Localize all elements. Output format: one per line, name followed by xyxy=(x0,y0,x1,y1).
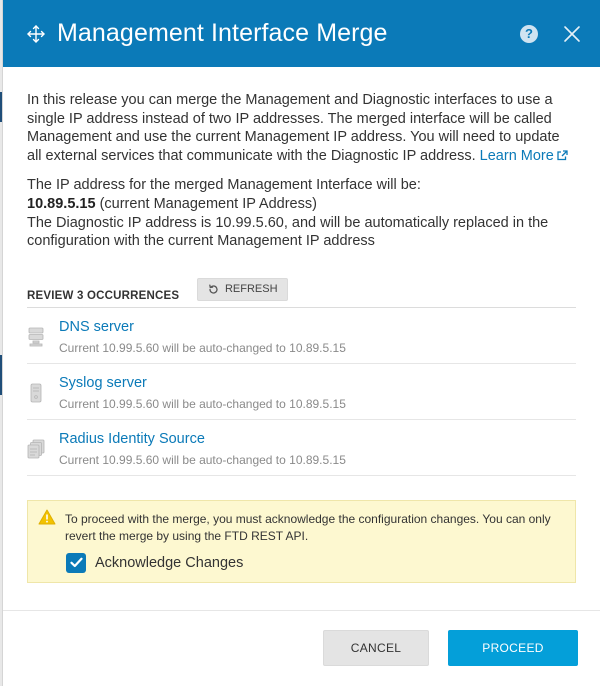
warning-text: To proceed with the merge, you must acknowledge the configuration changes. You can only revert the merge by using the FTD REST API. xyxy=(65,511,551,543)
occurrence-name-link[interactable]: Radius Identity Source xyxy=(59,430,205,447)
refresh-icon xyxy=(208,284,219,295)
close-icon[interactable] xyxy=(562,24,582,44)
external-link-icon xyxy=(557,148,568,167)
merged-address-line xyxy=(27,195,576,214)
occurrence-item xyxy=(27,420,576,476)
server-rack-icon xyxy=(27,327,45,347)
cancel-button[interactable]: CANCEL xyxy=(323,630,429,666)
occurrence-item xyxy=(27,308,576,364)
move-arrows-icon[interactable] xyxy=(25,23,47,45)
acknowledge-label: Acknowledge Changes xyxy=(95,554,244,571)
occurrence-description: Current 10.99.5.60 will be auto-changed to 10.89.5.15 xyxy=(59,396,346,411)
checkbox-checked-icon[interactable] xyxy=(66,553,86,573)
proceed-button[interactable]: PROCEED xyxy=(448,630,578,666)
occurrence-name-link[interactable]: Syslog server xyxy=(59,374,147,391)
occurrence-item xyxy=(27,364,576,420)
acknowledge-changes-checkbox[interactable] xyxy=(66,553,243,573)
merged-address-label: The IP address for the merged Management Interface will be: xyxy=(27,177,421,194)
intro-paragraph xyxy=(27,91,576,166)
merge-dialog xyxy=(2,0,600,686)
review-header xyxy=(27,279,576,303)
diagnostic-address-text: The Diagnostic IP address is 10.99.5.60, and will be automatically replaced in the configuration with the current Management IP address xyxy=(27,214,549,250)
learn-more-link[interactable]: Learn More xyxy=(480,148,568,164)
dialog-header xyxy=(3,0,600,67)
merged-ip-value: 10.89.5.15 xyxy=(27,195,96,212)
warning-panel xyxy=(27,500,576,583)
merged-ip-note: (current Management IP Address) xyxy=(99,195,317,212)
address-info xyxy=(27,176,576,250)
dialog-title: Management Interface Merge xyxy=(57,19,388,47)
occurrence-description: Current 10.99.5.60 will be auto-changed to 10.89.5.15 xyxy=(59,340,346,355)
server-tower-icon xyxy=(27,383,45,403)
review-title: REVIEW 3 OCCURRENCES xyxy=(27,289,180,302)
occurrence-description: Current 10.99.5.60 will be auto-changed to 10.89.5.15 xyxy=(59,452,346,467)
dialog-footer xyxy=(3,610,600,686)
occurrence-name-link[interactable]: DNS server xyxy=(59,318,134,335)
identity-source-icon xyxy=(27,439,45,459)
intro-text: In this release you can merge the Management and Diagnostic interfaces to use a single IP address instead of two IP addresses. The merged interface will be called Management and use the current Management IP address. You will need to update all external services that communicate with the Diagnostic IP address. xyxy=(27,92,560,164)
warning-triangle-icon xyxy=(38,509,56,530)
help-circle-icon[interactable]: ? xyxy=(520,25,538,43)
dialog-body xyxy=(3,67,600,583)
refresh-button[interactable] xyxy=(197,278,288,301)
refresh-label: REFRESH xyxy=(224,283,278,296)
